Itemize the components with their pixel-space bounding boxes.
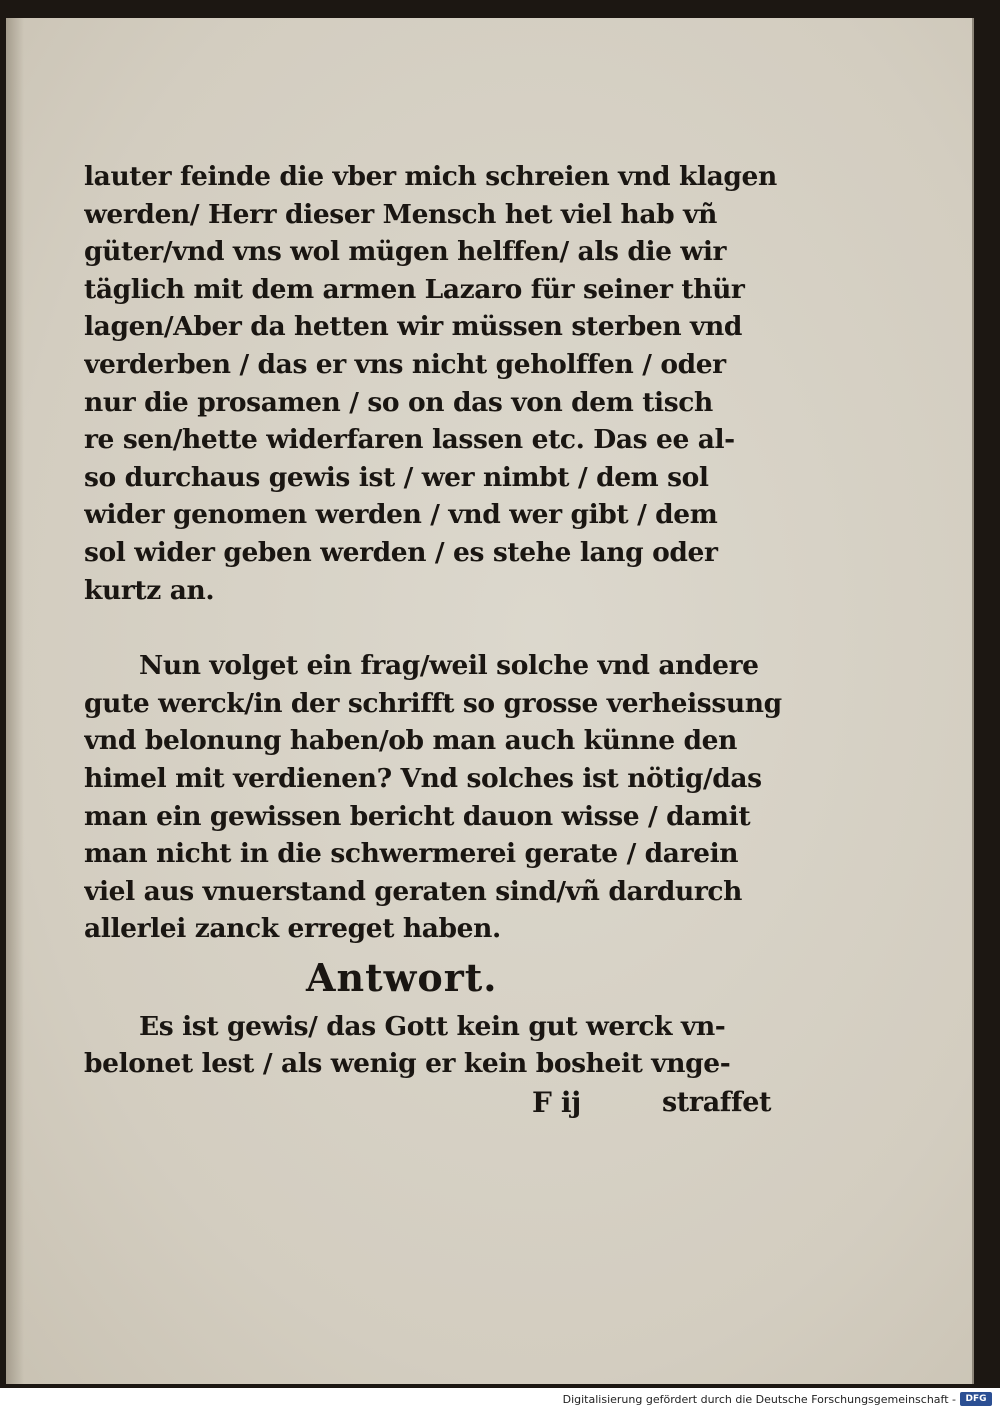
page-gutter-shadow [6, 18, 24, 1384]
signature-line [84, 1083, 784, 1123]
text-line: allerlei zanck erreget haben. [84, 913, 501, 945]
paragraph-2 [84, 647, 784, 948]
text-line: gute werck/in der schrifft so grosse verheissung [84, 687, 782, 719]
text-line: belonet lest / als wenig er kein bosheit vnge- [84, 1048, 731, 1080]
text-line: verderben / das er vns nicht geholffen / oder [84, 348, 726, 380]
dfg-logo: DFG [960, 1392, 992, 1406]
book-page [6, 18, 974, 1384]
text-line: man nicht in die schwermerei gerate / darein [84, 838, 739, 870]
text-line: güter/vnd vns wol mügen helffen/ als die wir [84, 236, 727, 268]
paragraph-3 [84, 1008, 784, 1083]
text-line: sol wider geben werden / es stehe lang oder [84, 536, 718, 568]
page-text [84, 158, 784, 1123]
text-line: Es ist gewis/ das Gott kein gut werck vn- [139, 1010, 726, 1042]
text-line: viel aus vnuerstand geraten sind/vñ dardurch [84, 875, 742, 907]
text-line: man ein gewissen bericht dauon wisse / damit [84, 800, 751, 832]
text-line: lauter feinde die vber mich schreien vnd klagen [84, 161, 777, 192]
text-line: vnd belonung haben/ob man auch künne den [84, 725, 737, 757]
section-heading: Antwort. [306, 954, 498, 1000]
text-line: Nun volget ein frag/weil solche vnd andere [139, 650, 759, 682]
text-line: täglich mit dem armen Lazaro für seiner thür [84, 273, 745, 305]
signature-mark: F ij [532, 1086, 581, 1120]
catchword: straffet [662, 1087, 772, 1119]
text-line: himel mit verdienen? Vnd solches ist nötig/das [84, 762, 762, 794]
text-line: wider genomen werden / vnd wer gibt / dem [84, 499, 718, 531]
text-line: re sen/hette widerfaren lassen etc. Das ee al- [84, 424, 735, 456]
text-line: so durchaus gewis ist / wer nimbt / dem sol [84, 461, 709, 493]
paragraph-1 [84, 158, 784, 609]
text-line: nur die prosamen / so on das von dem tisch [84, 386, 713, 418]
paragraph-gap [84, 609, 784, 647]
text-line: lagen/Aber da hetten wir müssen sterben vnd [84, 311, 743, 343]
text-line: werden/ Herr dieser Mensch het viel hab vñ [84, 198, 717, 230]
funding-credit: Digitalisierung gefördert durch die Deutsche Forschungsgemeinschaft - [562, 1393, 956, 1406]
footer-bar [0, 1390, 1000, 1410]
text-line: kurtz an. [84, 574, 215, 606]
